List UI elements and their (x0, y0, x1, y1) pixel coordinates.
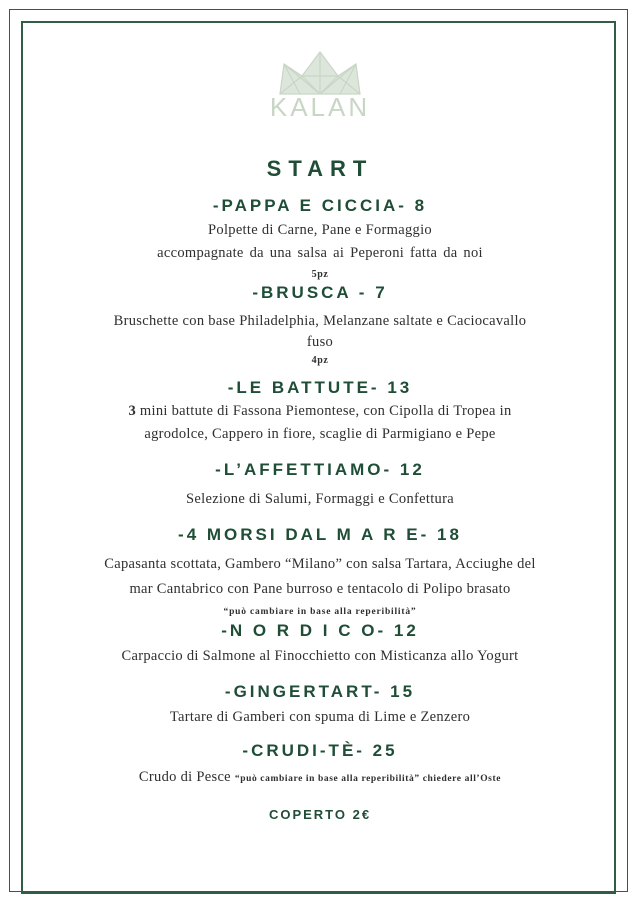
item-description: mar Cantabrico con Pane burroso e tentacolo di Polipo brasato (129, 581, 511, 597)
item-quantity: 5pz (311, 269, 329, 280)
item-description: Tartare di Gamberi con spuma di Lime e Zenzero (169, 709, 471, 725)
item-count: 3 (128, 403, 136, 419)
item-description (40, 766, 600, 791)
item-description: agrodolce, Cappero in fiore, scaglie di Parmigiano e Pepe (144, 426, 496, 442)
item-description: Selezione di Salumi, Formaggi e Confettura (186, 491, 454, 507)
item-title: -N O R D I C O- 12 (221, 621, 419, 640)
item-description: Carpaccio di Salmone al Finocchietto con Misticanza allo Yogurt (121, 648, 519, 664)
logo-wordmark: KALAN (269, 92, 371, 122)
item-description (40, 400, 600, 423)
item-quantity: 4pz (311, 355, 329, 366)
cover-charge: COPERTO 2€ (268, 807, 372, 822)
item-description-text: Crudo di Pesce (138, 769, 235, 785)
item-description: Capasanta scottata, Gambero “Milano” con salsa Tartara, Acciughe del (104, 556, 536, 572)
item-title: -4 MORSI DAL M A R E- 18 (178, 525, 462, 544)
item-title: -PAPPA E CICCIA- 8 (212, 196, 428, 215)
item-description: accompagnate da una salsa ai Peperoni fatta da noi (157, 245, 483, 261)
menu-item (40, 378, 600, 446)
menu-content (40, 150, 600, 822)
item-description-text: mini battute di Fassona Piemontese, con Cipolla di Tropea in (136, 403, 512, 419)
menu-item (40, 525, 600, 617)
menu-item (40, 741, 600, 791)
item-description: Bruschette con base Philadelphia, Melanzane saltate e Caciocavallo (113, 313, 527, 329)
menu-item (40, 196, 600, 280)
menu-item (40, 621, 600, 668)
item-description: fuso (306, 334, 334, 350)
item-title: -L’AFFETTIAMO- 12 (215, 460, 425, 479)
crown-logo-icon (270, 50, 370, 96)
item-title: -LE BATTUTE- 13 (227, 378, 413, 397)
item-title: -BRUSCA - 7 (252, 283, 388, 302)
availability-note: “può cambiare in base alla reperibilità” chiedere all’Oste (234, 774, 502, 784)
kalan-logo (260, 50, 380, 130)
menu-item (40, 283, 600, 366)
menu-item (40, 682, 600, 729)
menu-item (40, 460, 600, 511)
availability-note: “può cambiare in base alla reperibilità” (223, 607, 417, 617)
item-title: -CRUDI-TÈ- 25 (242, 741, 398, 760)
item-title: -GINGERTART- 15 (224, 682, 416, 701)
item-description: Polpette di Carne, Pane e Formaggio (208, 222, 432, 238)
section-heading: START (266, 156, 374, 181)
